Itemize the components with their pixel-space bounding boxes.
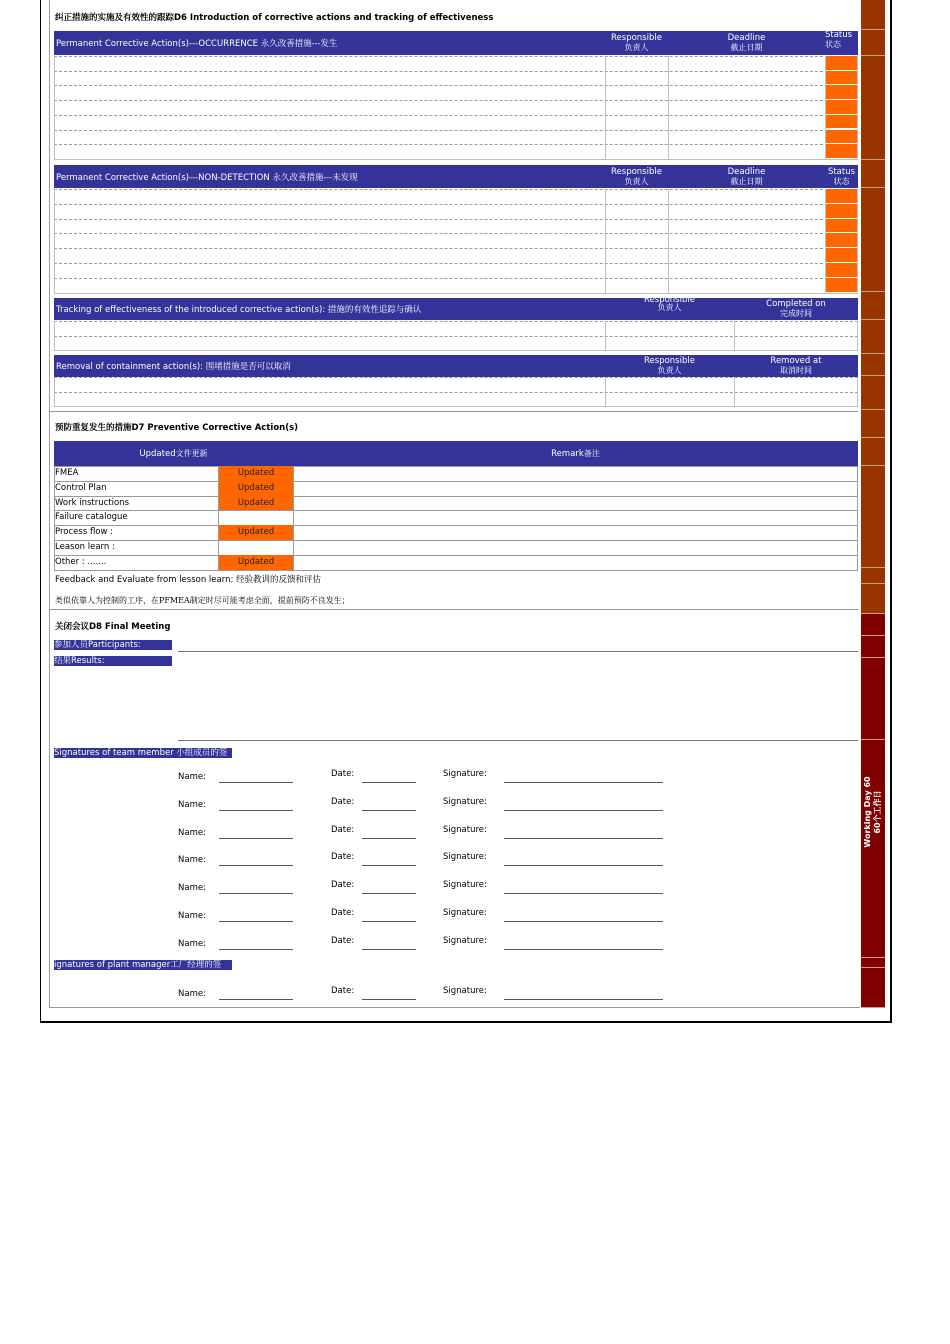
non-detection-row[interactable] — [54, 233, 858, 234]
occurrence-deadline-header: Deadline 截止日期 — [727, 33, 766, 52]
non-detection-status-header: Status 状态 — [827, 167, 856, 186]
d7-row-label: Other : ....... — [55, 556, 107, 567]
d7-updated-badge[interactable]: Updated — [219, 466, 293, 481]
non-detection-col-line — [857, 189, 858, 293]
non-detection-status-cell[interactable] — [825, 263, 858, 278]
d6-d7-divider — [50, 411, 858, 412]
sidebar-segment — [861, 354, 885, 376]
team-signature-name-field[interactable] — [219, 810, 293, 811]
results-line[interactable] — [178, 740, 858, 741]
team-signature-name-label: Name: — [178, 827, 206, 838]
sidebar-segment — [861, 584, 885, 614]
team-signature-date-label: Date: — [331, 852, 355, 863]
team-signature-name-field[interactable] — [219, 838, 293, 839]
plant-signature-name-field[interactable] — [219, 999, 293, 1000]
non-detection-header-cn: 永久改善措施---未发现 — [272, 172, 358, 183]
plant-signature-signature-field[interactable] — [504, 999, 663, 1000]
non-detection-status-cell[interactable] — [825, 248, 858, 263]
d7-remark-cell[interactable] — [294, 525, 858, 526]
team-signature-name-field[interactable] — [219, 865, 293, 866]
d7-row-label: Failure catalogue — [55, 512, 128, 523]
d7-updated-badge[interactable]: Updated — [219, 496, 293, 511]
team-signature-date-label: Date: — [331, 796, 355, 807]
occurrence-status-cell[interactable] — [825, 144, 858, 159]
timeline-sidebar — [861, 0, 885, 1008]
d7-remark-header: Remark备注 — [551, 449, 600, 459]
team-signature-date-field[interactable] — [362, 949, 416, 950]
non-detection-col-line — [54, 189, 55, 293]
occurrence-row[interactable] — [54, 56, 858, 57]
occurrence-row[interactable] — [54, 100, 858, 101]
removal-responsible-header: Responsible 负责人 — [644, 356, 695, 375]
d7-updated-badge[interactable]: Updated — [219, 555, 293, 570]
non-detection-deadline-header: Deadline 截止日期 — [727, 167, 766, 186]
removal-row[interactable] — [54, 377, 858, 378]
non-detection-header — [54, 165, 858, 188]
sidebar-segment — [861, 320, 885, 354]
d7-remark-cell[interactable] — [294, 481, 858, 482]
non-detection-row[interactable] — [54, 263, 858, 264]
working-day-label — [861, 772, 885, 852]
occurrence-header-cn: 永久改善措施---发生 — [260, 39, 338, 49]
occurrence-col-line — [825, 56, 826, 159]
team-signature-name-label: Name: — [178, 883, 206, 894]
tracking-header — [54, 295, 858, 320]
sidebar-segment — [861, 160, 885, 188]
team-signature-name-label: Name: — [178, 772, 206, 782]
d7-d8-divider — [50, 609, 858, 610]
removal-row[interactable] — [54, 392, 858, 393]
removal-header-en: Removal of containment action(s): — [56, 362, 204, 372]
non-detection-col-line — [605, 189, 606, 293]
team-signature-name-field[interactable] — [219, 949, 293, 950]
d7-updated-header: Updated文件更新 — [139, 449, 208, 459]
occurrence-status-cell[interactable] — [825, 115, 858, 130]
team-signature-signature-label: Signature: — [443, 908, 487, 918]
sidebar-segment — [861, 466, 885, 568]
non-detection-bottom — [54, 293, 858, 294]
team-signature-signature-field[interactable] — [504, 921, 663, 922]
team-signature-name-label: Name: — [178, 855, 206, 866]
removal-col-line — [734, 377, 735, 406]
tracking-col-line — [734, 321, 735, 350]
non-detection-header-en: Permanent Corrective Action(s)---NON-DETECTION — [56, 172, 270, 183]
team-signature-signature-label: Signature: — [443, 880, 487, 891]
team-signature-name-label: Name: — [178, 938, 206, 949]
team-signature-name-label: Name: — [178, 799, 206, 810]
results-label: 结果Results: — [54, 656, 172, 666]
plant-signature-date-label: Date: — [331, 986, 355, 996]
tracking-completed-header: Completed on 完成时间 — [766, 299, 826, 318]
tracking-header-cn: 措施的有效性追踪与确认 — [327, 305, 422, 315]
d7-row-label: Process flow : — [55, 527, 114, 538]
non-detection-status-cell[interactable] — [825, 233, 858, 248]
d7-header — [54, 441, 858, 466]
d7-row-label: Work instructions — [55, 497, 130, 508]
team-signature-name-field[interactable] — [219, 782, 293, 783]
tracking-bottom — [54, 350, 858, 351]
non-detection-responsible-header: Responsible 负责人 — [611, 167, 662, 186]
tracking-row[interactable] — [54, 336, 858, 337]
non-detection-status-cell[interactable] — [825, 204, 858, 219]
removal-header — [54, 355, 858, 377]
team-signature-signature-field[interactable] — [504, 865, 663, 866]
sidebar-segment — [861, 438, 885, 466]
non-detection-row[interactable] — [54, 248, 858, 249]
team-signature-date-label: Date: — [331, 935, 355, 946]
occurrence-header-en: Permanent Corrective Action(s)---OCCURRENCE — [56, 39, 259, 49]
non-detection-row[interactable] — [54, 219, 858, 220]
removal-col-line — [54, 377, 55, 406]
d7-col-line — [54, 466, 55, 570]
team-signature-signature-field[interactable] — [504, 838, 663, 839]
non-detection-col-line — [668, 189, 669, 293]
d7-col-line — [293, 466, 294, 570]
non-detection-status-cell[interactable] — [825, 189, 858, 204]
d7-col-line — [857, 466, 858, 570]
sidebar-segment — [861, 292, 885, 320]
tracking-row[interactable] — [54, 321, 858, 322]
sidebar-segment — [861, 56, 885, 160]
non-detection-row[interactable] — [54, 204, 858, 205]
occurrence-row[interactable] — [54, 144, 858, 145]
team-signature-name-field[interactable] — [219, 921, 293, 922]
occurrence-header — [54, 31, 858, 55]
d7-remark-cell[interactable] — [294, 510, 858, 511]
participants-line[interactable] — [178, 651, 858, 652]
d7-title: 预防重复发生的措施D7 Preventive Corrective Action(s) — [55, 423, 299, 433]
occurrence-col-line — [668, 56, 669, 159]
plant-signature-name-label: Name: — [178, 989, 206, 999]
d7-col-line — [218, 466, 219, 570]
removal-col-line — [605, 377, 606, 406]
team-signature-signature-field[interactable] — [504, 810, 663, 811]
non-detection-col-line — [825, 189, 826, 293]
team-signature-date-field[interactable] — [362, 921, 416, 922]
sidebar-segment — [861, 410, 885, 438]
occurrence-col-line — [857, 56, 858, 159]
non-detection-row[interactable] — [54, 189, 858, 190]
plant-signatures-label: ignatures of plant manager工厂经理的签 — [54, 960, 232, 970]
sidebar-segment — [861, 30, 885, 56]
plant-signature-signature-label: Signature: — [443, 986, 487, 996]
occurrence-row[interactable] — [54, 130, 858, 131]
feedback-note: 类似依靠人为控制的工序，在PFMEA制定时尽可能考虑全面，提前预防不良发生； — [55, 596, 350, 605]
occurrence-row[interactable] — [54, 115, 858, 116]
sidebar-segment — [861, 636, 885, 658]
occurrence-col-line — [605, 56, 606, 159]
occurrence-col-line — [54, 56, 55, 159]
working-day-cn: 60个工作日 — [873, 790, 882, 834]
team-signature-name-field[interactable] — [219, 893, 293, 894]
occurrence-status-cell[interactable] — [825, 56, 858, 71]
tracking-col-line — [54, 321, 55, 350]
sidebar-segment — [861, 188, 885, 292]
occurrence-bottom — [54, 159, 858, 160]
non-detection-status-cell[interactable] — [825, 219, 858, 234]
occurrence-row[interactable] — [54, 85, 858, 86]
occurrence-responsible-header: Responsible 负责人 — [611, 33, 662, 52]
d7-remark-cell[interactable] — [294, 540, 858, 541]
occurrence-status-cell[interactable] — [825, 85, 858, 100]
participants-label: 参加人员Participants: — [54, 640, 172, 650]
d7-row-label: Control Plan — [55, 482, 107, 493]
working-day-en: Working Day 60 — [863, 776, 872, 848]
team-signature-signature-label: Signature: — [443, 852, 487, 863]
occurrence-status-cell[interactable] — [825, 130, 858, 145]
d7-updated-badge[interactable]: Updated — [219, 525, 293, 540]
occurrence-status-header: Status 状态 — [825, 30, 853, 49]
d7-bottom — [54, 570, 858, 571]
team-signature-date-field[interactable] — [362, 838, 416, 839]
team-signature-date-label: Date: — [331, 824, 355, 835]
team-signature-date-label: Date: — [331, 769, 355, 779]
removal-col-line — [857, 377, 858, 406]
team-signature-date-field[interactable] — [362, 810, 416, 811]
occurrence-status-cell[interactable] — [825, 100, 858, 115]
team-signature-signature-label: Signature: — [443, 796, 487, 807]
d7-remark-cell[interactable] — [294, 496, 858, 497]
team-signature-date-field[interactable] — [362, 865, 416, 866]
sidebar-segment — [861, 614, 885, 636]
removal-removed-header: Removed at 取消时间 — [770, 356, 822, 375]
team-signature-date-field[interactable] — [362, 782, 416, 783]
sidebar-segment — [861, 968, 885, 1008]
d7-remark-cell[interactable] — [294, 555, 858, 556]
non-detection-row[interactable] — [54, 278, 858, 279]
sidebar-segment — [861, 376, 885, 410]
non-detection-status-cell[interactable] — [825, 278, 858, 293]
sidebar-segment — [861, 658, 885, 740]
d6-title: 纠正措施的实施及有效性的跟踪D6 Introduction of corrective actions and tracking of effectiveness — [55, 13, 494, 23]
tracking-col-line — [605, 321, 606, 350]
tracking-col-line — [857, 321, 858, 350]
removal-bottom — [54, 406, 858, 407]
removal-header-cn: 围堵措施是否可以取消 — [205, 362, 291, 372]
d8-title: 关闭会议D8 Final Meeting — [55, 622, 171, 632]
team-signature-signature-field[interactable] — [504, 893, 663, 894]
team-signature-name-label: Name: — [178, 911, 206, 921]
team-signature-signature-field[interactable] — [504, 782, 663, 783]
sidebar-segment — [861, 568, 885, 584]
team-signature-date-label: Date: — [331, 880, 355, 891]
d7-remark-cell[interactable] — [294, 466, 858, 467]
plant-signature-date-field[interactable] — [362, 999, 416, 1000]
occurrence-status-cell[interactable] — [825, 71, 858, 86]
team-signature-signature-label: Signature: — [443, 769, 487, 779]
team-signature-signature-field[interactable] — [504, 949, 663, 950]
team-signature-signature-label: Signature: — [443, 824, 487, 835]
d7-row-label: Leason learn : — [55, 542, 115, 552]
d7-row-label: FMEA — [55, 468, 79, 478]
team-signatures-label: Signatures of team member 小组成员的签 — [54, 748, 232, 758]
feedback-label: Feedback and Evaluate from lesson learn: 经验教训的反馈和评估 — [55, 575, 322, 585]
sidebar-segment — [861, 958, 885, 968]
team-signature-date-label: Date: — [331, 908, 355, 918]
d7-updated-badge[interactable]: Updated — [219, 481, 293, 496]
tracking-responsible-header: Responsible 负责人 — [644, 295, 695, 312]
team-signature-date-field[interactable] — [362, 893, 416, 894]
team-signature-signature-label: Signature: — [443, 935, 487, 946]
occurrence-row[interactable] — [54, 71, 858, 72]
tracking-header-en: Tracking of effectiveness of the introduced corrective action(s): — [56, 305, 326, 315]
sidebar-segment — [861, 0, 885, 30]
